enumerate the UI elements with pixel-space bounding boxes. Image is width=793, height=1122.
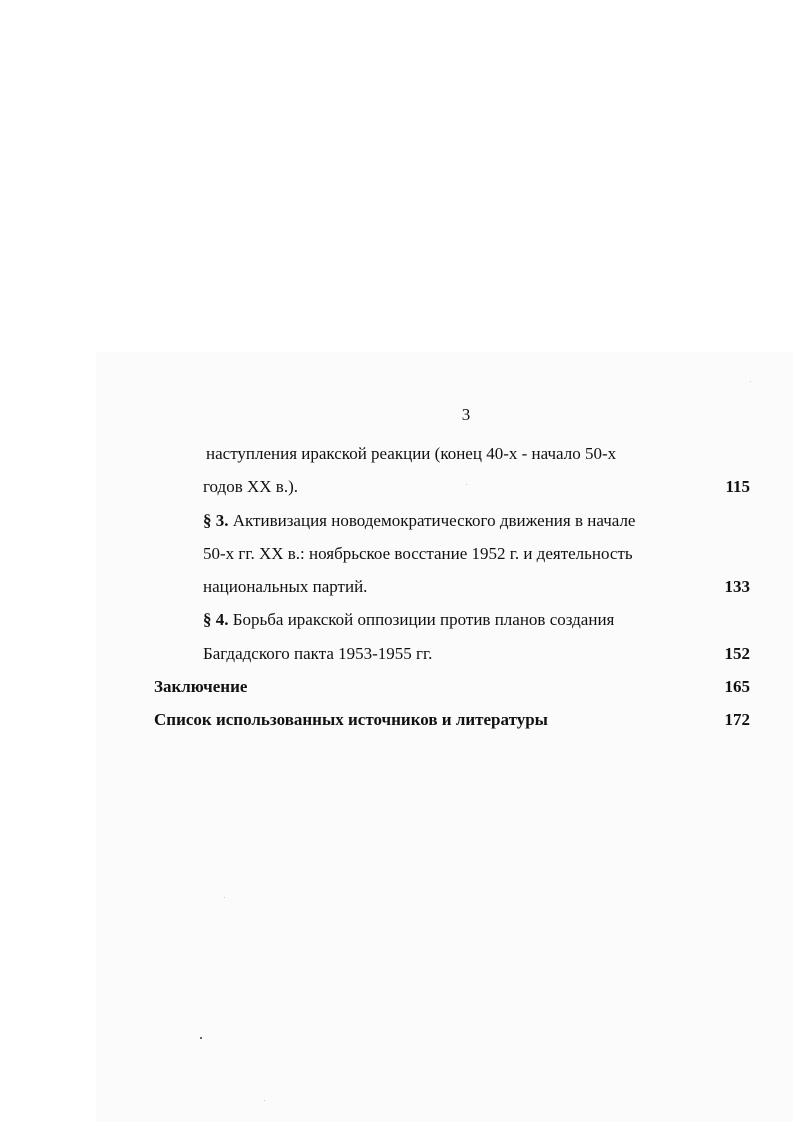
toc-section-4-page: 152 bbox=[724, 644, 750, 663]
toc-section-3-marker: § 3. bbox=[203, 511, 229, 530]
scan-speck bbox=[466, 484, 467, 485]
toc-section-4-line-1 bbox=[203, 609, 614, 631]
toc-section-3-line-1 bbox=[203, 510, 635, 532]
toc-section-3-line-2: 50-х гг. XX в.: ноябрьское восстание 1952 г. и деятельность bbox=[203, 544, 633, 563]
toc-section-4-line-2: Багдадского пакта 1953-1955 гг. bbox=[203, 644, 433, 663]
toc-section-3-line-3: национальных партий. bbox=[203, 577, 368, 596]
page-number: 3 bbox=[461, 405, 471, 424]
toc-sources-label: Список использованных источников и литературы bbox=[154, 710, 548, 729]
toc-conclusion-label: Заключение bbox=[154, 677, 248, 696]
toc-section-2-line-2: годов XX в.). bbox=[203, 477, 298, 496]
toc-conclusion-page: 165 bbox=[724, 677, 750, 696]
scan-background bbox=[96, 352, 793, 1122]
toc-section-2-page: 115 bbox=[725, 477, 750, 496]
scan-speck bbox=[750, 381, 751, 382]
toc-section-2-line-1: наступления иракской реакции (конец 40-х - начало 50-х bbox=[206, 444, 617, 463]
toc-section-3-title: Активизация новодемократического движения в начале bbox=[232, 511, 636, 530]
toc-sources-page: 172 bbox=[724, 710, 750, 729]
scan-speck bbox=[200, 1037, 202, 1039]
scan-speck bbox=[224, 897, 225, 898]
toc-section-4-marker: § 4. bbox=[203, 610, 229, 629]
scan-speck bbox=[264, 1100, 265, 1101]
toc-section-4-title: Борьба иракской оппозиции против планов создания bbox=[232, 610, 615, 629]
toc-section-3-page: 133 bbox=[724, 577, 750, 596]
